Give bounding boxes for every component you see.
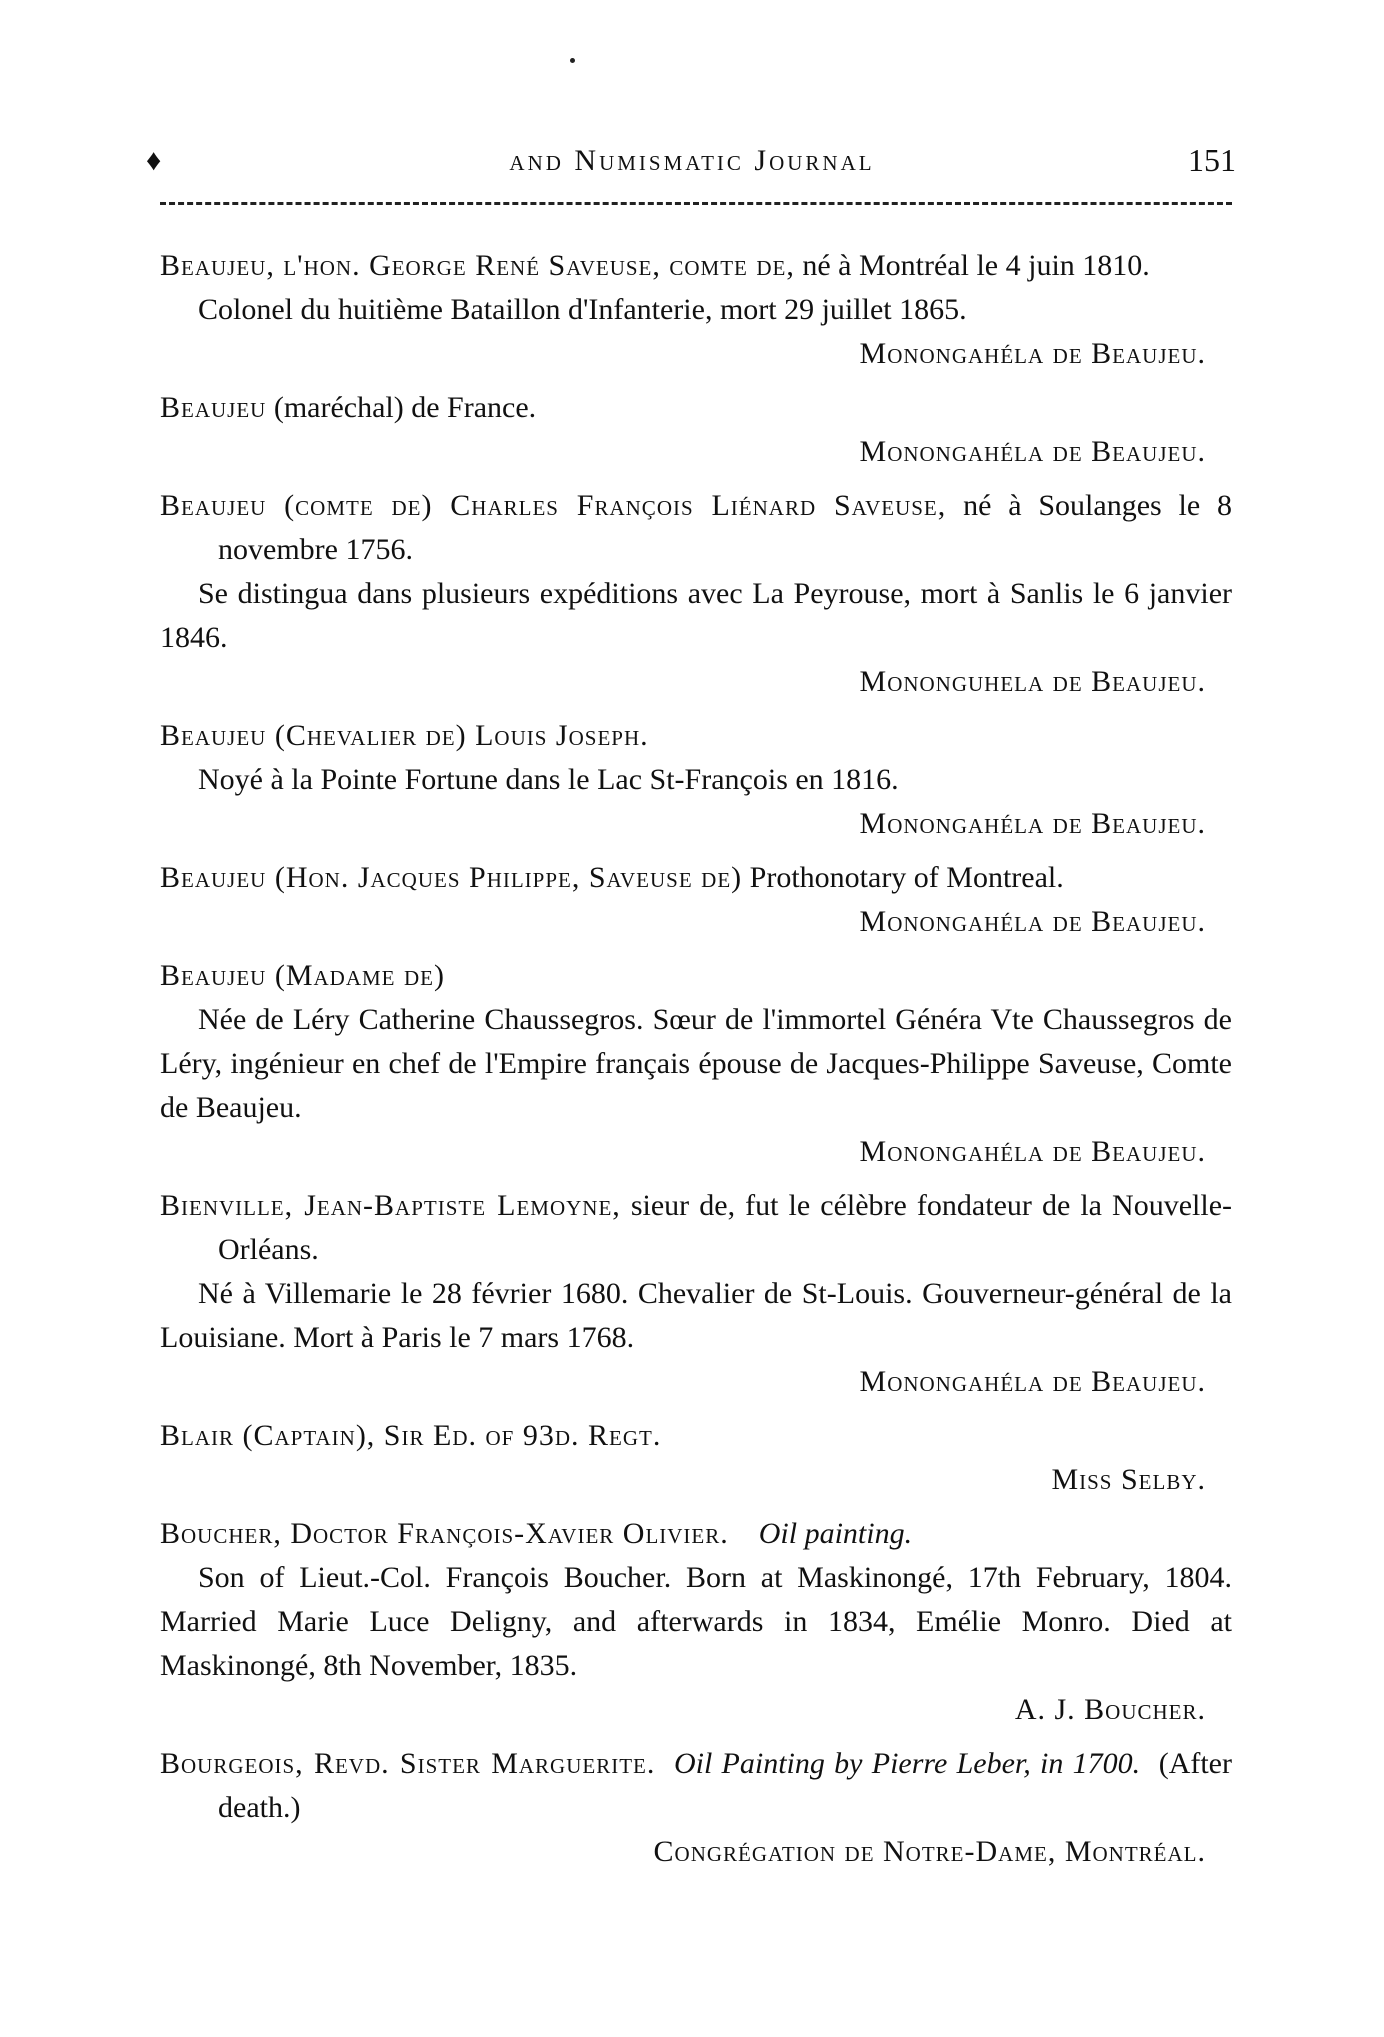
running-header <box>0 140 1384 180</box>
entry-note: Oil Painting by Pierre Leber, in 1700. <box>673 1747 1141 1780</box>
entry-name: Blair (Captain), Sir Ed. of 93d. Regt. <box>160 1419 662 1452</box>
entry-owner: Monongahéla de Beaujeu. <box>859 1365 1206 1398</box>
entry-title: né à Montréal le 4 juin 1810. <box>802 249 1150 282</box>
entry-name: Bienville, Jean-Baptiste Lemoyne, <box>160 1189 621 1222</box>
entry-owner: Monongahéla de Beaujeu. <box>859 1135 1206 1168</box>
entry-madame-de-beaujeu <box>160 954 1232 1174</box>
entry-owner: Monongahéla de Beaujeu. <box>859 905 1206 938</box>
entry-title: (maréchal) de France. <box>273 391 537 424</box>
entry-body: Colonel du huitième Bataillon d'Infanterie, mort 29 juillet 1865. <box>198 293 967 326</box>
entry-body: Son of Lieut.-Col. François Boucher. Born at Maskinongé, 17th February, 1804. Married Marie Luce Deligny, and afterwards in 1834, Emélie Monro. Died at Maskinongé, 8th November, 1835. <box>160 1561 1232 1682</box>
entry-name: Bourgeois, Revd. Sister Marguerite. <box>160 1747 656 1780</box>
entry-name: Beaujeu (comte de) Charles François Liénard Saveuse, <box>160 489 947 522</box>
entry-title: sieur de, fut le célèbre fondateur de la Nouvelle-Orléans. <box>218 1189 1233 1266</box>
entry-body: Noyé à la Pointe Fortune dans le Lac St-François en 1816. <box>198 763 899 796</box>
ornament-mark: ♦ <box>146 144 162 177</box>
entry-bourgeois <box>160 1742 1232 1874</box>
entry-body: Se distingua dans plusieurs expéditions avec La Peyrouse, mort à Sanlis le 6 janvier 1846. <box>160 577 1232 654</box>
entry-owner: Mononguhela de Beaujeu. <box>859 665 1206 698</box>
entry-boucher <box>160 1512 1232 1732</box>
entry-owner: Monongahéla de Beaujeu. <box>859 435 1206 468</box>
entry-george-rene-saveuse <box>160 244 1232 376</box>
entry-body: Né à Villemarie le 28 février 1680. Chevalier de St-Louis. Gouverneur-général de la Louisiane. Mort à Paris le 7 mars 1768. <box>160 1277 1232 1354</box>
page-number: 151 <box>1188 142 1236 178</box>
entry-note: Oil painting. <box>758 1517 913 1550</box>
entry-jacques-philippe <box>160 856 1232 944</box>
entry-body: Née de Léry Catherine Chaussegros. Sœur de l'immortel Généra Vte Chaussegros de Léry, ingénieur en chef de l'Empire français épouse de Jacques-Philippe Saveuse, Comte de Beaujeu. <box>160 1003 1232 1124</box>
entry-charles-francois <box>160 484 1232 704</box>
entry-louis-joseph <box>160 714 1232 846</box>
entry-owner: Miss Selby. <box>1051 1463 1206 1496</box>
entry-name: Beaujeu (Chevalier de) Louis Joseph. <box>160 719 649 752</box>
header-rule <box>160 202 1232 205</box>
entry-name: Boucher, Doctor François-Xavier Olivier. <box>160 1517 729 1550</box>
entry-owner: Congrégation de Notre-Dame, Montréal. <box>653 1835 1206 1868</box>
entry-title: Prothonotary of Montreal. <box>749 861 1064 894</box>
entry-owner: A. J. Boucher. <box>1014 1693 1206 1726</box>
entry-blair <box>160 1414 1232 1502</box>
entry-name: Beaujeu (Madame de) <box>160 959 445 992</box>
entry-owner: Monongahéla de Beaujeu. <box>859 807 1206 840</box>
entry-name: Beaujeu, l'hon. George René Saveuse, comte de, <box>160 249 795 282</box>
entry-owner: Monongahéla de Beaujeu. <box>859 337 1206 370</box>
ink-speck <box>570 58 575 63</box>
journal-title: and Numismatic Journal <box>509 144 875 177</box>
entry-bienville <box>160 1184 1232 1404</box>
entry-name: Beaujeu <box>160 391 267 424</box>
entry-list <box>160 244 1232 1884</box>
entry-marechal <box>160 386 1232 474</box>
entry-title: né à Soulanges le 8 novembre 1756. <box>218 489 1232 566</box>
entry-name: Beaujeu (Hon. Jacques Philippe, Saveuse de) <box>160 861 743 894</box>
entry-title: (After death.) <box>218 1747 1232 1824</box>
